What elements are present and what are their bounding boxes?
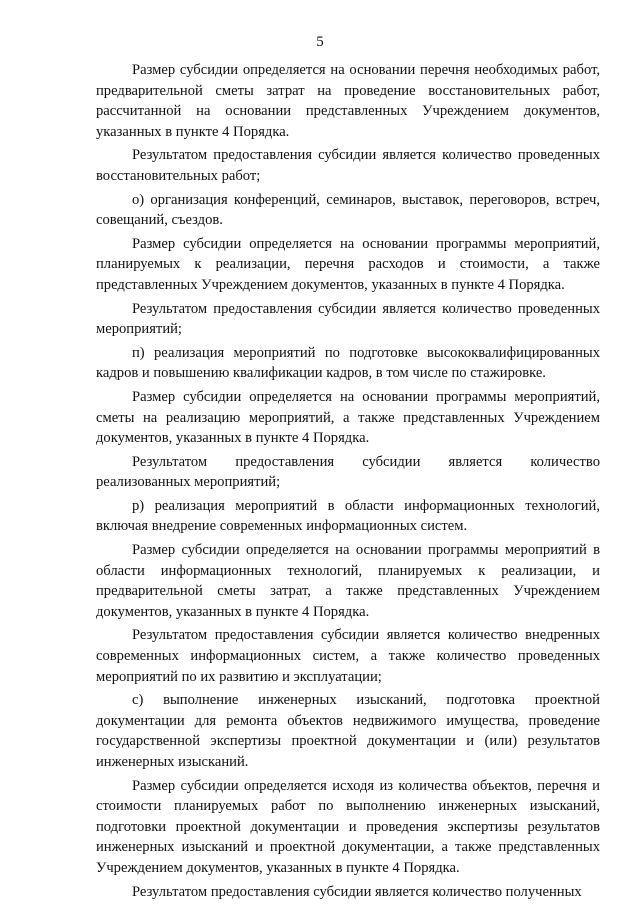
paragraph: Размер субсидии определяется исходя из количества объектов, перечня и стоимости планируемых работ по выполнению инженерных изысканий, подготовки проектной документации и проведения экспертизы результатов инженерных изысканий и проектной документации, а также представленных Учреждением документов, указанных в пункте 4 Порядка.	[96, 777, 600, 876]
paragraph: Результатом предоставления субсидии является количество проведенных мероприятий;	[96, 300, 600, 338]
paragraph: Размер субсидии определяется на основании программы мероприятий, планируемых к реализации, перечня расходов и стоимости, а также представленных Учреждением документов, указанных в пункте 4 Порядка.	[96, 235, 600, 293]
paragraph: Результатом предоставления субсидии является количество внедренных современных информационных систем, а также количество проведенных мероприятий по их развитию и эксплуатации;	[96, 627, 600, 685]
paragraph: Размер субсидии определяется на основании программы мероприятий в области информационных технологий, планируемых к реализации, и предварительной сметы затрат, а также представленных Учреждением документов, указанных в пункте 4 Порядка.	[96, 542, 600, 620]
paragraph: р) реализация мероприятий в области информационных технологий, включая внедрение современных информационных систем.	[96, 497, 600, 535]
document-body	[96, 60, 600, 902]
paragraph: Результатом предоставления субсидии является количество реализованных мероприятий;	[96, 453, 600, 491]
paragraph: Результатом предоставления субсидии является количество полученных	[132, 883, 582, 900]
page-number: 5	[316, 34, 324, 50]
paragraph: Размер субсидии определяется на основании перечня необходимых работ, предварительной сметы затрат на проведение восстановительных работ, рассчитанной на основании представленных Учреждением документов, указанных в пункте 4 Порядка.	[96, 62, 600, 140]
paragraph: Размер субсидии определяется на основании программы мероприятий, сметы на реализацию мероприятий, а также представленных Учреждением документов, указанных в пункте 4 Порядка.	[96, 388, 600, 447]
paragraph: п) реализация мероприятий по подготовке высококвалифицированных кадров и повышению квалификации кадров, в том числе по стажировке.	[96, 344, 600, 382]
paragraph: Результатом предоставления субсидии является количество проведенных восстановительных работ;	[96, 147, 600, 184]
paragraph: о) организация конференций, семинаров, выставок, переговоров, встреч, совещаний, съездов.	[96, 191, 600, 229]
paragraph: с) выполнение инженерных изысканий, подготовка проектной документации для ремонта объектов недвижимого имущества, проведение государственной экспертизы проектной документации и (или) результатов инженерных изысканий.	[96, 692, 600, 770]
